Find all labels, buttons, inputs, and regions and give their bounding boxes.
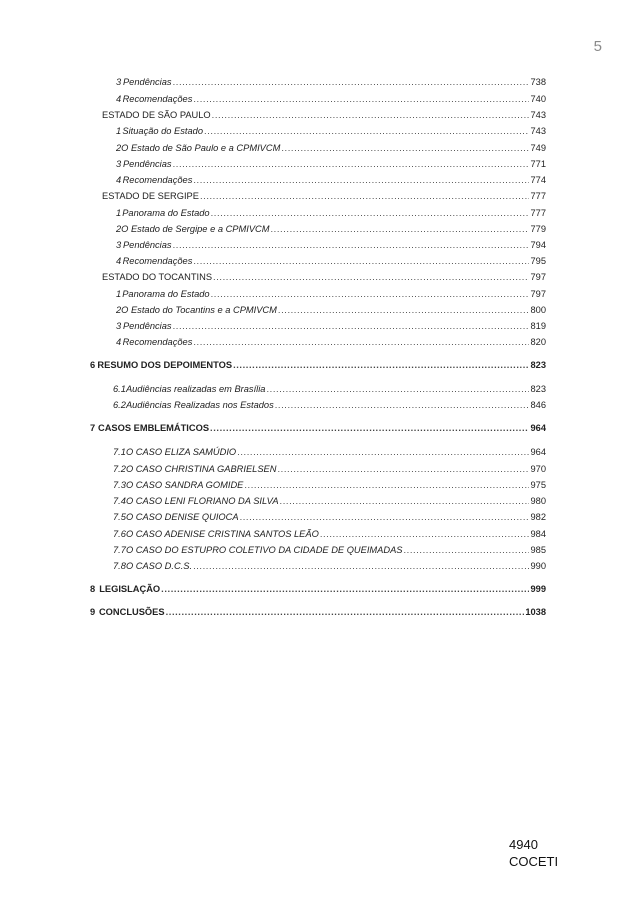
toc-leader-dots bbox=[173, 320, 530, 332]
toc-leader-dots bbox=[244, 479, 529, 491]
toc-entry-page: 980 bbox=[530, 496, 546, 506]
toc-entry[interactable] bbox=[113, 446, 546, 459]
toc-section[interactable] bbox=[90, 583, 546, 596]
toc-entry[interactable] bbox=[113, 463, 546, 476]
toc-leader-dots bbox=[277, 463, 529, 475]
toc-entry-page: 740 bbox=[530, 94, 546, 104]
toc-entry-number: 4 bbox=[116, 94, 122, 104]
toc-leader-dots bbox=[193, 560, 529, 572]
toc-entry-page: 819 bbox=[530, 321, 546, 331]
toc-entry[interactable] bbox=[116, 207, 546, 220]
toc-leader-dots bbox=[211, 207, 530, 219]
toc-entry-title: O Estado do Tocantins e a CPMIVCM bbox=[121, 305, 277, 315]
toc-entry-page: 990 bbox=[530, 561, 546, 571]
toc-leader-dots bbox=[210, 422, 529, 434]
toc-entry-title: Recomendações bbox=[122, 94, 193, 104]
toc-leader-dots bbox=[204, 125, 529, 137]
toc-entry-title: Recomendações bbox=[122, 175, 193, 185]
toc-entry-title: O CASO DENISE QUIOCA bbox=[125, 512, 239, 522]
toc-entry-title: O Estado de Sergipe e a CPMIVCM bbox=[121, 224, 270, 234]
toc-entry-number: 7 bbox=[90, 423, 96, 433]
toc-entry-page: 743 bbox=[530, 126, 546, 136]
toc-entry-page: 794 bbox=[530, 240, 546, 250]
toc-entry-page: 777 bbox=[530, 208, 546, 218]
toc-entry-number: 3 bbox=[116, 240, 122, 250]
toc-entry-title: O CASO DO ESTUPRO COLETIVO DA CIDADE DE QUEIMADAS bbox=[125, 545, 403, 555]
toc-leader-dots bbox=[237, 446, 529, 458]
toc-entry-title: RESUMO DOS DEPOIMENTOS bbox=[97, 360, 233, 370]
toc-entry[interactable] bbox=[116, 158, 546, 171]
toc-entry-number: 1 bbox=[116, 126, 122, 136]
toc-section[interactable] bbox=[90, 359, 546, 372]
toc-entry[interactable] bbox=[113, 383, 546, 396]
toc-leader-dots bbox=[266, 383, 529, 395]
toc-entry[interactable] bbox=[113, 479, 546, 492]
toc-entry-title: O CASO SANDRA GOMIDE bbox=[125, 480, 244, 490]
toc-entry[interactable] bbox=[116, 125, 546, 138]
toc-entry[interactable] bbox=[116, 223, 546, 236]
toc-leader-dots bbox=[212, 109, 530, 121]
toc-entry-number: 7.2 bbox=[113, 464, 126, 474]
toc-entry-title: Pendências bbox=[122, 240, 172, 250]
toc-entry-title: ESTADO DO TOCANTINS bbox=[102, 272, 213, 282]
toc-entry-page: 774 bbox=[530, 175, 546, 185]
toc-leader-dots bbox=[161, 583, 529, 595]
toc-entry-title: Pendências bbox=[122, 321, 172, 331]
toc-entry-page: 823 bbox=[530, 360, 546, 370]
toc-entry-page: 999 bbox=[530, 584, 546, 594]
toc-entry-state[interactable] bbox=[102, 190, 546, 203]
footer-line-code: COCETI bbox=[509, 854, 559, 869]
toc-entry-number: 2 bbox=[116, 143, 122, 153]
toc-leader-dots bbox=[278, 304, 530, 316]
toc-entry-page: 795 bbox=[530, 256, 546, 266]
toc-entry-number: 7.3 bbox=[113, 480, 126, 490]
toc-entry-title: LEGISLAÇÃO bbox=[99, 584, 161, 594]
toc-entry-page: 771 bbox=[530, 159, 546, 169]
toc-entry[interactable] bbox=[113, 399, 546, 412]
toc-entry-page: 985 bbox=[530, 545, 546, 555]
toc-entry-state[interactable] bbox=[102, 109, 546, 122]
toc-entry-number: 7.8 bbox=[113, 561, 126, 571]
toc-entry-page: 743 bbox=[530, 110, 546, 120]
toc-entry-title: O CASO CHRISTINA GABRIELSEN bbox=[125, 464, 277, 474]
toc-entry-page: 738 bbox=[530, 77, 546, 87]
toc-leader-dots bbox=[270, 223, 529, 235]
toc-entry-number: 1 bbox=[116, 289, 122, 299]
toc-entry-number: 7.4 bbox=[113, 496, 126, 506]
page-number: 5 bbox=[593, 38, 602, 55]
toc-leader-dots bbox=[320, 528, 530, 540]
toc-entry-page: 984 bbox=[530, 529, 546, 539]
toc-entry-page: 797 bbox=[530, 272, 546, 282]
toc-leader-dots bbox=[275, 399, 530, 411]
toc-entry[interactable] bbox=[113, 511, 546, 524]
toc-entry[interactable] bbox=[116, 239, 546, 252]
toc-entry-number: 3 bbox=[116, 159, 122, 169]
toc-leader-dots bbox=[211, 288, 530, 300]
toc-entry-page: 777 bbox=[530, 191, 546, 201]
toc-leader-dots bbox=[200, 190, 530, 202]
toc-entry-title: CASOS EMBLEMÁTICOS bbox=[97, 423, 210, 433]
toc-entry-title: ESTADO DE SÃO PAULO bbox=[102, 110, 211, 120]
toc-leader-dots bbox=[193, 93, 529, 105]
toc-leader-dots bbox=[240, 511, 530, 523]
toc-entry-page: 820 bbox=[530, 337, 546, 347]
toc-leader-dots bbox=[173, 239, 530, 251]
toc-entry[interactable] bbox=[116, 288, 546, 301]
toc-entry[interactable] bbox=[116, 76, 546, 89]
toc-leader-dots bbox=[281, 142, 529, 154]
toc-entry[interactable] bbox=[116, 174, 546, 187]
toc-leader-dots bbox=[193, 336, 529, 348]
toc-entry-page: 964 bbox=[530, 423, 546, 433]
toc-entry[interactable] bbox=[116, 336, 546, 349]
toc-leader-dots bbox=[173, 158, 530, 170]
toc-entry-page: 970 bbox=[530, 464, 546, 474]
toc-entry-title: ESTADO DE SERGIPE bbox=[102, 191, 199, 201]
toc-entry-number: 6.1 bbox=[113, 384, 126, 394]
toc-entry-number: 8 bbox=[90, 584, 96, 594]
toc-entry-title: Audiências Realizadas nos Estados bbox=[125, 400, 274, 410]
toc-entry[interactable] bbox=[113, 560, 546, 573]
toc-entry-page: 964 bbox=[530, 447, 546, 457]
toc-entry-page: 975 bbox=[530, 480, 546, 490]
toc-entry-title: Pendências bbox=[122, 159, 172, 169]
toc-entry-number: 2 bbox=[116, 305, 122, 315]
toc-entry[interactable] bbox=[116, 304, 546, 317]
toc-entry[interactable] bbox=[116, 142, 546, 155]
toc-entry-number: 7.7 bbox=[113, 545, 126, 555]
toc-entry-number: 4 bbox=[116, 337, 122, 347]
toc-leader-dots bbox=[233, 359, 529, 371]
toc-leader-dots bbox=[193, 255, 529, 267]
toc-leader-dots bbox=[173, 76, 530, 88]
toc-entry[interactable] bbox=[116, 255, 546, 268]
toc-leader-dots bbox=[166, 606, 525, 618]
toc-entry-number: 4 bbox=[116, 175, 122, 185]
toc-entry-title: Pendências bbox=[122, 77, 172, 87]
footer-line-number: 4940 bbox=[509, 837, 538, 852]
toc-leader-dots bbox=[280, 495, 530, 507]
toc-entry-title: CONCLUSÕES bbox=[98, 607, 165, 617]
toc-entry-title: Panorama do Estado bbox=[122, 289, 210, 299]
toc-entry-title: O CASO D.C.S. bbox=[125, 561, 193, 571]
toc-entry-title: Situação do Estado bbox=[122, 126, 204, 136]
toc-entry-title: Panorama do Estado bbox=[122, 208, 210, 218]
toc-entry-title: Recomendações bbox=[122, 337, 193, 347]
toc-entry[interactable] bbox=[113, 528, 546, 541]
toc-entry-page: 800 bbox=[530, 305, 546, 315]
toc-entry-page: 982 bbox=[530, 512, 546, 522]
toc-leader-dots bbox=[213, 271, 529, 283]
toc-entry[interactable] bbox=[113, 495, 546, 508]
toc-entry-page: 846 bbox=[530, 400, 546, 410]
toc-entry[interactable] bbox=[113, 544, 546, 557]
toc-entry-number: 6.2 bbox=[113, 400, 126, 410]
toc-entry-number: 7.5 bbox=[113, 512, 126, 522]
footer-page-code bbox=[509, 836, 558, 870]
toc-entry-title: Audiências realizadas em Brasília bbox=[125, 384, 266, 394]
toc-section[interactable] bbox=[90, 422, 546, 435]
toc-entry[interactable] bbox=[116, 320, 546, 333]
toc-entry-state[interactable] bbox=[102, 271, 546, 284]
toc-section[interactable] bbox=[90, 606, 546, 619]
toc-entry-number: 1 bbox=[116, 208, 122, 218]
toc-leader-dots bbox=[403, 544, 529, 556]
toc-entry-number: 2 bbox=[116, 224, 122, 234]
toc-entry-number: 3 bbox=[116, 321, 122, 331]
toc-entry-page: 823 bbox=[530, 384, 546, 394]
toc-entry-number: 9 bbox=[90, 607, 96, 617]
toc-entry-title: O CASO LENI FLORIANO DA SILVA bbox=[125, 496, 279, 506]
toc-entry-number: 6 bbox=[90, 360, 96, 370]
toc-entry-page: 1038 bbox=[525, 607, 546, 617]
toc-entry-page: 779 bbox=[530, 224, 546, 234]
toc-entry-title: Recomendações bbox=[122, 256, 193, 266]
toc-entry-title: O CASO ADENISE CRISTINA SANTOS LEÃO bbox=[125, 529, 319, 539]
toc-entry-title: O CASO ELIZA SAMÚDIO bbox=[125, 447, 237, 457]
toc-leader-dots bbox=[193, 174, 529, 186]
toc-entry-page: 797 bbox=[530, 289, 546, 299]
toc-entry[interactable] bbox=[116, 93, 546, 106]
toc-entry-page: 749 bbox=[530, 143, 546, 153]
toc-entry-number: 7.6 bbox=[113, 529, 126, 539]
toc-entry-title: O Estado de São Paulo e a CPMIVCM bbox=[121, 143, 281, 153]
toc-entry-number: 3 bbox=[116, 77, 122, 87]
toc-entry-number: 4 bbox=[116, 256, 122, 266]
toc-entry-number: 7.1 bbox=[113, 447, 126, 457]
